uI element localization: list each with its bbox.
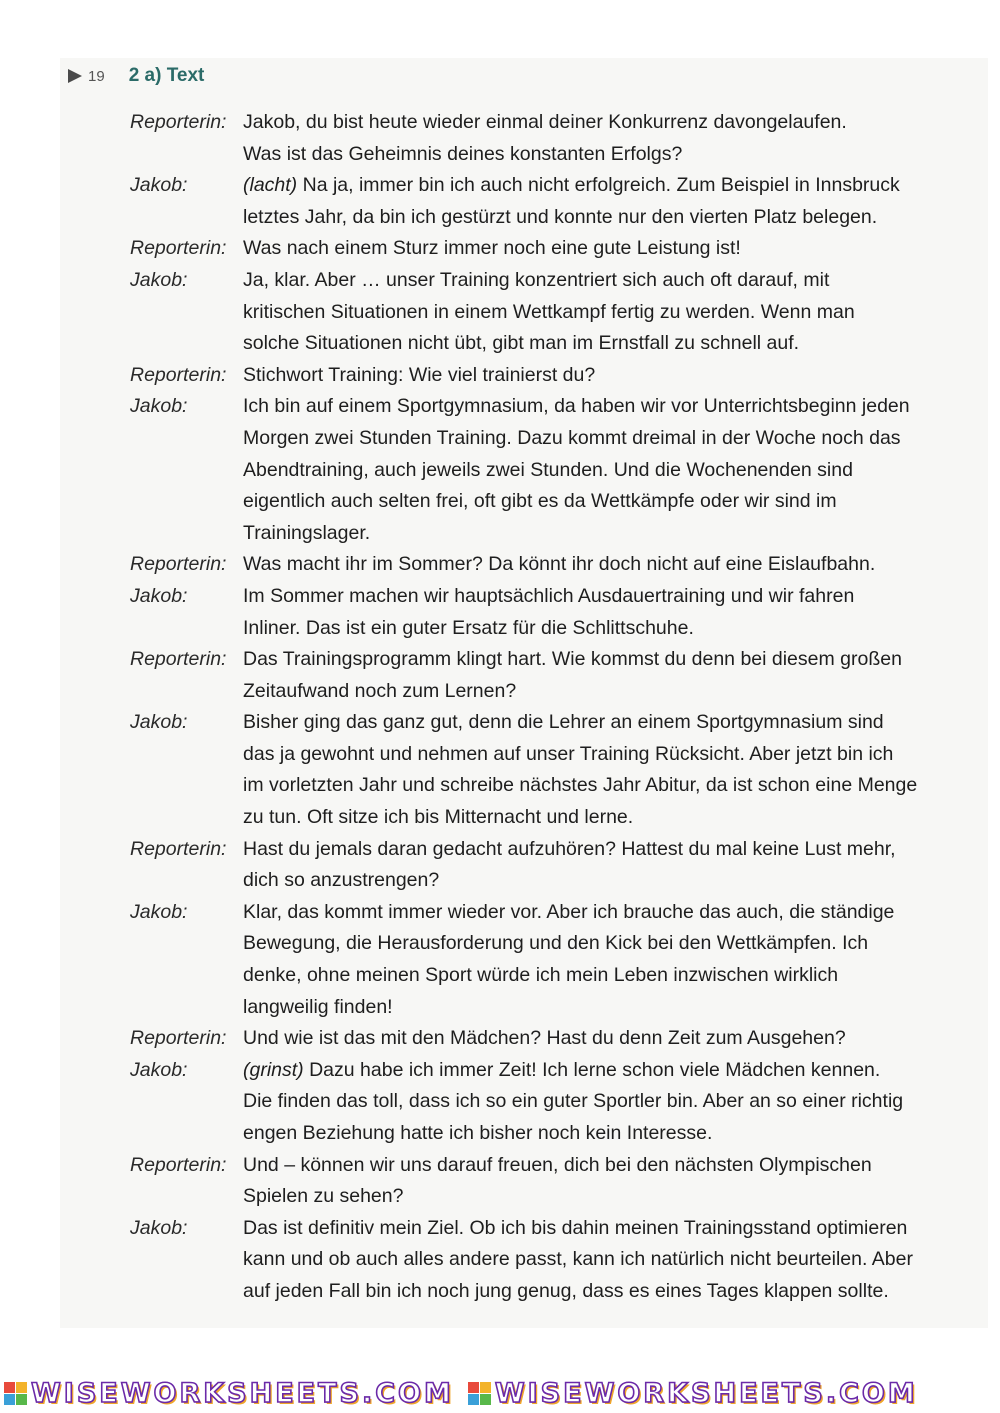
dialog-text-content: Jakob, du bist heute wieder einmal deiner Konkurrenz davongelaufen. (243, 111, 847, 133)
speaker-label: Reporterin: (130, 1153, 227, 1176)
speaker-label (130, 139, 243, 171)
dialog-text-content: Die finden das toll, dass ich so ein guter Sportler bin. Aber an so einer richtig (243, 1090, 904, 1113)
speaker-label (130, 676, 243, 708)
stage-direction: (grinst) (243, 1058, 304, 1081)
speaker-label: Reporterin: (130, 553, 227, 576)
dialog-text (243, 139, 975, 171)
dialog-text (243, 897, 975, 929)
dialog-line (130, 486, 975, 518)
speaker-label (130, 202, 243, 234)
dialog-line (130, 1213, 975, 1245)
speaker-label: Reporterin: (130, 363, 227, 386)
dialog-text-content: Und wie ist das mit den Mädchen? Hast du denn Zeit zum Ausgehen? (243, 1027, 846, 1050)
stage-direction: (lacht) (243, 174, 298, 197)
dialog-line (130, 1150, 975, 1182)
brand-text: WISEWORKSHEETS.COM (494, 1377, 918, 1409)
speaker-label: Jakob: (130, 711, 188, 734)
speaker-label (130, 613, 243, 645)
dialog-line (130, 644, 975, 676)
dialog-line (130, 992, 975, 1024)
dialog-text (243, 1244, 975, 1276)
dialog-text (243, 581, 975, 613)
dialog-line (130, 613, 975, 645)
dialog-text (243, 1213, 975, 1245)
dialog-text (243, 1181, 975, 1213)
speaker-label: Jakob: (130, 900, 188, 923)
dialog-text (243, 518, 975, 550)
dialog-line (130, 1118, 975, 1150)
dialog-text-content: kritischen Situationen in einem Wettkampf fertig zu werden. Wenn man (243, 300, 855, 323)
dialog-text (243, 1086, 975, 1118)
dialog-text-content: Morgen zwei Stunden Training. Dazu kommt dreimal in der Woche noch das (243, 426, 901, 449)
dialog-text (243, 802, 975, 834)
track-number: 19 (88, 67, 105, 85)
speaker-label (130, 1086, 243, 1118)
dialog-text-content: Stichwort Training: Wie viel trainierst du? (243, 363, 596, 386)
speaker-label: Reporterin: (130, 648, 227, 671)
dialog-text-content: Spielen zu sehen? (243, 1185, 404, 1208)
dialog-text (243, 834, 975, 866)
dialog-line (130, 455, 975, 487)
dialog-text-content: Ich bin auf einem Sportgymnasium, da haben wir vor Unterrichtsbeginn jeden (243, 395, 910, 418)
dialog-text (243, 486, 975, 518)
dialog-text (243, 865, 975, 897)
dialog-text (243, 1023, 975, 1055)
speaker-label: Reporterin: (130, 1027, 227, 1050)
dialog-text-content: Bewegung, die Herausforderung und den Kick bei den Wettkämpfen. Ich (243, 932, 869, 955)
dialog-text-content: Im Sommer machen wir hauptsächlich Ausdauertraining und wir fahren (243, 584, 855, 607)
logo-square (16, 1394, 27, 1405)
dialog-text (243, 613, 975, 645)
speaker-label: Reporterin: (130, 237, 227, 260)
dialog-text-content: Bisher ging das ganz gut, denn die Lehrer an einem Sportgymnasium sind (243, 711, 884, 734)
dialog-text-content: engen Beziehung hatte ich bisher noch kein Interesse. (243, 1122, 713, 1144)
speaker-label: Reporterin: (130, 111, 227, 133)
speaker-label (130, 486, 243, 518)
dialog-text (243, 170, 975, 202)
dialog-text (243, 644, 975, 676)
dialog-text (243, 960, 975, 992)
dialog-text-content: solche Situationen nicht übt, gibt man im Ernstfall zu schnell auf. (243, 332, 800, 355)
logo-square (4, 1394, 15, 1405)
dialog-text-content: kann und ob auch alles andere passt, kann ich natürlich nicht beurteilen. Aber (243, 1248, 913, 1271)
dialog-text-content: Dazu habe ich immer Zeit! Ich lerne schon viele Mädchen kennen. (303, 1058, 881, 1081)
dialog-text (243, 1118, 975, 1150)
dialog-text (243, 707, 975, 739)
speaker-label (130, 992, 243, 1024)
dialog-line (130, 707, 975, 739)
dialog-text-content: denke, ohne meinen Sport würde ich mein Leben inzwischen wirklich (243, 964, 839, 987)
dialog-line (130, 1055, 975, 1087)
watermark-footer (0, 1376, 1000, 1410)
speaker-label: Jakob: (130, 268, 188, 291)
dialog-line (130, 518, 975, 550)
logo-square (468, 1382, 479, 1393)
dialog-text (243, 1276, 975, 1308)
dialog-transcript (130, 107, 975, 1308)
dialog-text (243, 928, 975, 960)
dialog-line (130, 107, 975, 139)
dialog-line (130, 423, 975, 455)
speaker-label (130, 328, 243, 360)
dialog-line (130, 581, 975, 613)
dialog-text-content: Hast du jemals daran gedacht aufzuhören? Hattest du mal keine Lust mehr, (243, 837, 896, 860)
dialog-text-content: Klar, das kommt immer wieder vor. Aber ich brauche das auch, die ständige (243, 900, 895, 923)
dialog-text-content: Was nach einem Sturz immer noch eine gute Leistung ist! (243, 237, 741, 260)
dialog-line (130, 549, 975, 581)
dialog-text (243, 549, 975, 581)
brand-logo-icon (468, 1382, 491, 1405)
speaker-label (130, 739, 243, 771)
speaker-label (130, 297, 243, 329)
speaker-label (130, 865, 243, 897)
dialog-text-content: eigentlich auch selten frei, oft gibt es da Wettkämpfe oder wir sind im (243, 490, 837, 513)
dialog-text (243, 676, 975, 708)
speaker-label (130, 1118, 243, 1150)
dialog-line (130, 139, 975, 171)
dialog-text (243, 265, 975, 297)
speaker-label (130, 455, 243, 487)
speaker-label (130, 1276, 243, 1308)
logo-square (480, 1382, 491, 1393)
dialog-text-content: Was ist das Geheimnis deines konstanten Erfolgs? (243, 142, 683, 165)
dialog-text (243, 455, 975, 487)
speaker-label: Reporterin: (130, 837, 227, 860)
dialog-text-content: im vorletzten Jahr und schreibe nächstes Jahr Abitur, da ist schon eine Menge (243, 774, 918, 797)
logo-square (4, 1382, 15, 1393)
dialog-line (130, 1276, 975, 1308)
dialog-line (130, 928, 975, 960)
dialog-text-content: Und – können wir uns darauf freuen, dich bei den nächsten Olympischen (243, 1153, 872, 1176)
dialog-text-content: zu tun. Oft sitze ich bis Mitternacht und lerne. (243, 806, 634, 829)
speaker-label: Jakob: (130, 1216, 188, 1239)
dialog-line (130, 328, 975, 360)
watermark-brand (468, 1378, 918, 1409)
dialog-text (243, 233, 975, 265)
dialog-text-content: Was macht ihr im Sommer? Da könnt ihr doch nicht auf eine Eislaufbahn. (243, 553, 876, 576)
dialog-text (243, 202, 975, 234)
dialog-line (130, 1181, 975, 1213)
speaker-label (130, 770, 243, 802)
dialog-line (130, 1023, 975, 1055)
dialog-text-content: Abendtraining, auch jeweils zwei Stunden. Und die Wochenenden sind (243, 458, 853, 481)
dialog-text-content: Ja, klar. Aber … unser Training konzentriert sich auch oft darauf, mit (243, 268, 830, 291)
dialog-line (130, 1086, 975, 1118)
dialog-line (130, 1244, 975, 1276)
brand-text: WISEWORKSHEETS.COM (31, 1377, 454, 1409)
dialog-line (130, 391, 975, 423)
speaker-label: Jakob: (130, 395, 188, 418)
dialog-line (130, 297, 975, 329)
dialog-text (243, 391, 975, 423)
dialog-text (243, 992, 975, 1024)
dialog-text (243, 297, 975, 329)
dialog-line (130, 865, 975, 897)
dialog-text (243, 1150, 975, 1182)
dialog-text-content: Na ja, immer bin ich auch nicht erfolgreich. Zum Beispiel in Innsbruck (297, 174, 900, 197)
speaker-label (130, 1244, 243, 1276)
dialog-line (130, 202, 975, 234)
dialog-text-content: Zeitaufwand noch zum Lernen? (243, 679, 517, 702)
speaker-label: Jakob: (130, 584, 188, 607)
speaker-label (130, 928, 243, 960)
speaker-label: Jakob: (130, 1058, 188, 1081)
dialog-text-content: dich so anzustrengen? (243, 869, 440, 892)
speaker-label (130, 518, 243, 550)
speaker-label (130, 423, 243, 455)
dialog-text-content: Trainingslager. (243, 521, 371, 544)
dialog-line (130, 265, 975, 297)
dialog-line (130, 960, 975, 992)
logo-square (480, 1394, 491, 1405)
speaker-label: Jakob: (130, 174, 188, 197)
dialog-text (243, 328, 975, 360)
section-header (68, 62, 204, 90)
dialog-line (130, 170, 975, 202)
dialog-text-content: letztes Jahr, da bin ich gestürzt und konnte nur den vierten Platz belegen. (243, 205, 878, 228)
dialog-text-content: Das ist definitiv mein Ziel. Ob ich bis dahin meinen Trainingsstand optimieren (243, 1216, 908, 1239)
dialog-text-content: das ja gewohnt und nehmen auf unser Training Rücksicht. Aber jetzt bin ich (243, 742, 894, 765)
dialog-line (130, 739, 975, 771)
dialog-text-content: Das Trainingsprogramm klingt hart. Wie kommst du denn bei diesem großen (243, 648, 902, 671)
dialog-text (243, 107, 975, 139)
dialog-line (130, 834, 975, 866)
dialog-text-content: auf jeden Fall bin ich noch jung genug, dass es eines Tages klappen sollte. (243, 1279, 889, 1302)
dialog-line (130, 770, 975, 802)
dialog-text (243, 739, 975, 771)
dialog-line (130, 802, 975, 834)
play-audio-icon[interactable] (68, 69, 82, 83)
brand-logo-icon (4, 1382, 27, 1405)
speaker-label (130, 960, 243, 992)
dialog-line (130, 360, 975, 392)
dialog-text-content: Inliner. Das ist ein guter Ersatz für die Schlittschuhe. (243, 616, 694, 639)
dialog-text (243, 770, 975, 802)
speaker-label (130, 1181, 243, 1213)
logo-square (468, 1394, 479, 1405)
dialog-text (243, 1055, 975, 1087)
speaker-label (130, 802, 243, 834)
logo-square (16, 1382, 27, 1393)
dialog-line (130, 676, 975, 708)
dialog-text-content: langweilig finden! (243, 995, 393, 1018)
watermark-brand (4, 1378, 454, 1409)
dialog-line (130, 233, 975, 265)
dialog-text (243, 423, 975, 455)
dialog-line (130, 897, 975, 929)
dialog-text (243, 360, 975, 392)
task-title: 2 a) Text (128, 65, 205, 86)
